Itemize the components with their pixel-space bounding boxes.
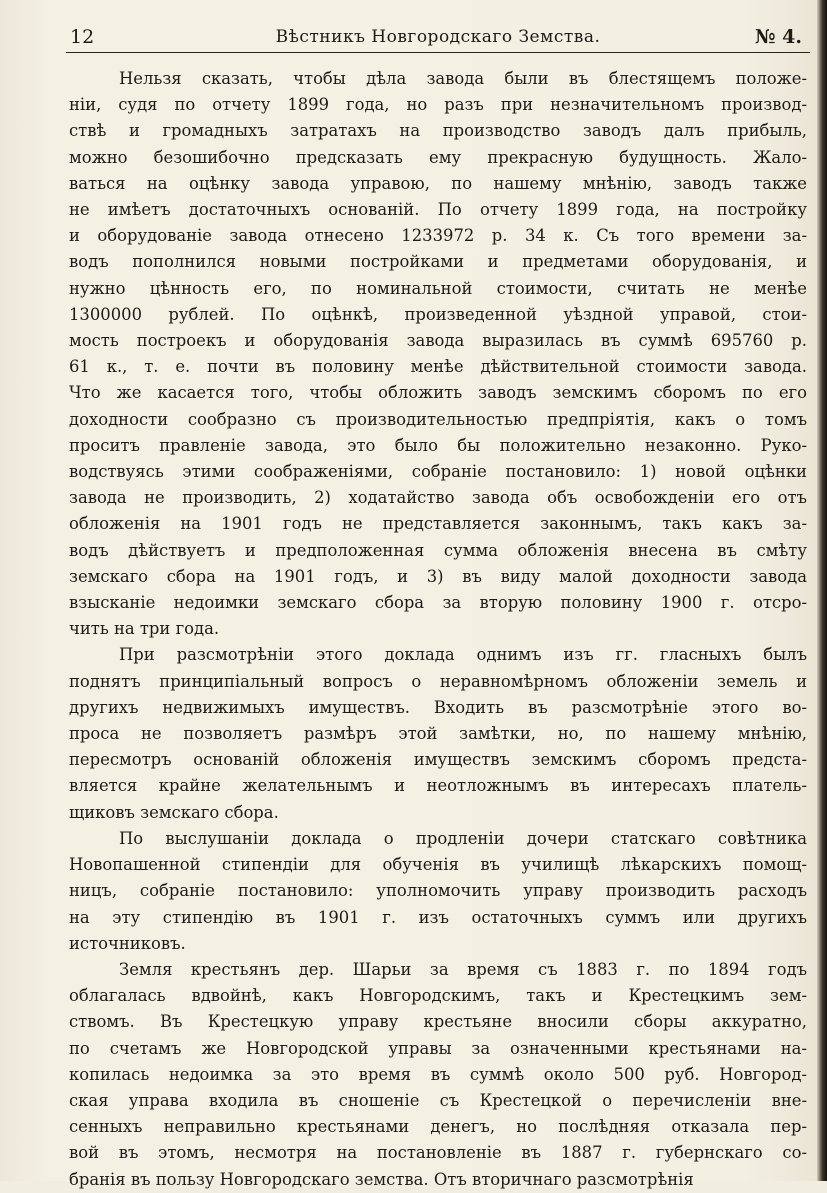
text-line: нужно цѣнность его, по номинальной стоимости, считать не менѣе — [69, 278, 807, 298]
text-line: нiи, судя по отчету 1899 года, но разъ при незначительномъ производ- — [69, 95, 807, 115]
text-line: По выслушанiи доклада о продленiи дочери статскаго совѣтника — [119, 828, 807, 848]
text-line: водъ дѣйствуетъ и предположенная сумма обложенiя внесена въ смѣту — [69, 540, 807, 560]
text-line: Что же касается того, чтобы обложить заводъ земскимъ сборомъ по его — [69, 383, 807, 403]
text-line: пересмотръ основанiй обложенiя имуществъ земскимъ сборомъ предста- — [69, 750, 807, 770]
text-line: водъ пополнился новыми постройками и предметами оборудованiя, и — [69, 252, 807, 272]
text-line: копилась недоимка за это время въ суммѣ около 500 руб. Новгород- — [69, 1064, 807, 1084]
issue-number: № 4. — [754, 26, 802, 48]
text-line: щиковъ земскаго сбора. — [69, 802, 279, 822]
text-line: другихъ недвижимыхъ имуществъ. Входить въ разсмотрѣнiе этого во- — [69, 697, 807, 717]
text-line: и оборудованiе завода отнесено 1233972 р. 34 к. Съ того времени за- — [69, 226, 807, 246]
text-line: Земля крестьянъ дер. Шарьи за время съ 1883 г. по 1894 годъ — [119, 959, 807, 979]
text-line: доходности сообразно съ производительностью предпрiятiя, какъ о томъ — [69, 409, 807, 429]
text-line: ствѣ и громадныхъ затратахъ на производство заводъ далъ прибыль, — [69, 121, 807, 141]
text-line: обложенiя на 1901 годъ не представляется законнымъ, такъ какъ за- — [69, 514, 807, 534]
page-number: 12 — [70, 26, 95, 48]
text-line: завода не производить, 2) ходатайство завода объ освобожденiи его отъ — [69, 488, 807, 508]
paragraph — [69, 957, 807, 1193]
text-line: ская управа входила въ сношенiе съ Крестецкой о перечисленiи вне- — [69, 1090, 807, 1110]
text-line: взысканiе недоимки земскаго сбора за вторую половину 1900 г. отсро- — [69, 593, 807, 613]
text-line: 1300000 рублей. По оцѣнкѣ, произведенной уѣздной управой, стои- — [69, 304, 807, 324]
header-rule — [66, 52, 810, 53]
paragraph — [69, 642, 807, 825]
text-line: вой въ этомъ, несмотря на постановленiе въ 1887 г. губернскаго со- — [69, 1143, 807, 1163]
text-line: бранiя въ пользу Новгородскаго земства. Отъ вторичнаго разсмотрѣнiя — [69, 1169, 694, 1189]
text-line: проса не позволяетъ размѣръ этой замѣтки, но, по нашему мнѣнiю, — [69, 724, 807, 744]
text-line: ваться на оцѣнку завода управою, по нашему мнѣнiю, заводъ также — [69, 173, 807, 193]
text-line: Нельзя сказать, чтобы дѣла завода были въ блестящемъ положе- — [119, 69, 807, 88]
text-line: можно безошибочно предсказать ему прекрасную будущность. Жало- — [69, 147, 807, 167]
text-line: источниковъ. — [69, 933, 186, 953]
text-line: ницъ, собранiе постановило: уполномочить управу производить расходъ — [69, 881, 807, 901]
text-line: на эту стипендiю въ 1901 г. изъ остаточныхъ суммъ или другихъ — [69, 907, 807, 927]
paragraph — [69, 66, 807, 642]
book-spine-edge — [817, 0, 827, 1181]
text-line: поднятъ принципiальный вопросъ о неравномѣрномъ обложенiи земель и — [69, 671, 807, 691]
text-line: мость построекъ и оборудованiя завода выразилась въ суммѣ 695760 р. — [69, 331, 807, 351]
paragraph — [69, 826, 807, 957]
text-line: Новопашенной стипендiи для обученiя въ училищѣ лѣкарскихъ помощ- — [69, 855, 807, 875]
text-line: облагалась вдвойнѣ, какъ Новгородскимъ, такъ и Крестецкимъ зем- — [69, 986, 807, 1006]
text-line: 61 к., т. е. почти въ половину менѣе дѣйствительной стоимости завода. — [69, 357, 807, 377]
journal-title: Вѣстникъ Новгородскаго Земства. — [275, 27, 601, 47]
text-line: водствуясь этими соображенiями, собранiе постановило: 1) новой оцѣнки — [69, 462, 807, 482]
text-line: земскаго сбора на 1901 годъ, и 3) въ виду малой доходности завода — [69, 566, 807, 586]
text-line: ствомъ. Въ Крестецкую управу крестьяне вносили сборы аккуратно, — [69, 1012, 807, 1032]
text-line: вляется крайне желательнымъ и неотложнымъ въ интересахъ платель- — [69, 776, 807, 796]
text-line: проситъ правленiе завода, это было бы положительно незаконно. Руко- — [69, 435, 807, 455]
text-line: чить на три года. — [69, 619, 220, 639]
body-text — [69, 66, 807, 1193]
text-line: сенныхъ неправильно крестьянами денегъ, но послѣдняя отказала пер- — [69, 1117, 807, 1137]
text-line: по счетамъ же Новгородской управы за означенными крестьянами на- — [69, 1038, 807, 1058]
text-line: не имѣетъ достаточныхъ основанiй. По отчету 1899 года, на постройку — [69, 200, 807, 220]
text-line: При разсмотрѣнiи этого доклада однимъ изъ гг. гласныхъ былъ — [119, 645, 807, 665]
running-header — [66, 20, 810, 54]
